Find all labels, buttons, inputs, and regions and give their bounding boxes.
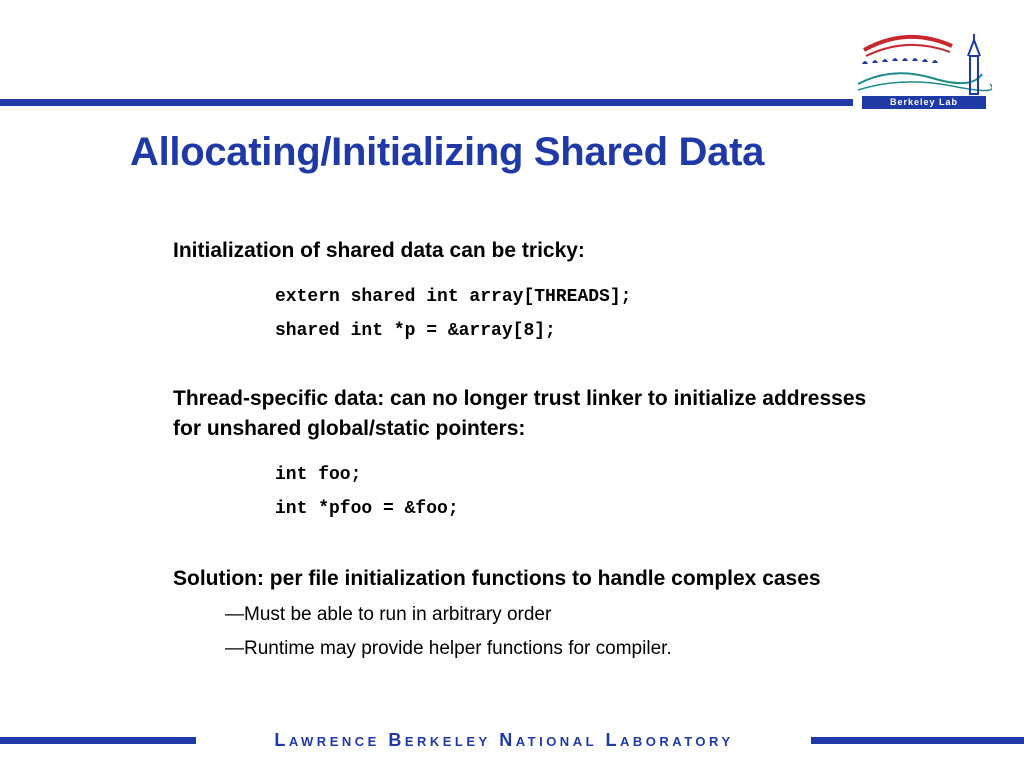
sub-item: —Runtime may provide helper functions for compiler. xyxy=(225,638,672,659)
code-line: int *pfoo = &foo; xyxy=(275,499,459,519)
bullet-text: Initialization of shared data can be tricky: xyxy=(173,239,585,262)
header-rule xyxy=(0,99,853,106)
code-line: int foo; xyxy=(275,465,362,485)
code-line: shared int *p = &array[8]; xyxy=(275,321,556,341)
sub-item: —Must be able to run in arbitrary order xyxy=(225,604,552,625)
slide-content xyxy=(173,236,893,666)
bullet-text: Solution: per file initialization functions to handle complex cases xyxy=(173,567,821,590)
footer-rule-left xyxy=(0,737,196,744)
slide-title: Allocating/Initializing Shared Data xyxy=(130,130,765,174)
bullet-thread-specific xyxy=(173,384,893,526)
code-block xyxy=(275,458,893,526)
footer-rule-right xyxy=(811,737,1024,744)
sub-list xyxy=(225,598,893,666)
code-block xyxy=(275,280,893,348)
footer-lab-name: Lawrence Berkeley National Laboratory xyxy=(274,730,734,750)
bullet-text: Thread-specific data: can no longer trust linker to initialize addresses for unshared global/static pointers: xyxy=(173,387,867,440)
bullet-solution xyxy=(173,564,893,666)
bullet-initialization xyxy=(173,236,893,348)
code-line: extern shared int array[THREADS]; xyxy=(275,287,632,307)
logo-label: Berkeley Lab xyxy=(889,97,959,107)
